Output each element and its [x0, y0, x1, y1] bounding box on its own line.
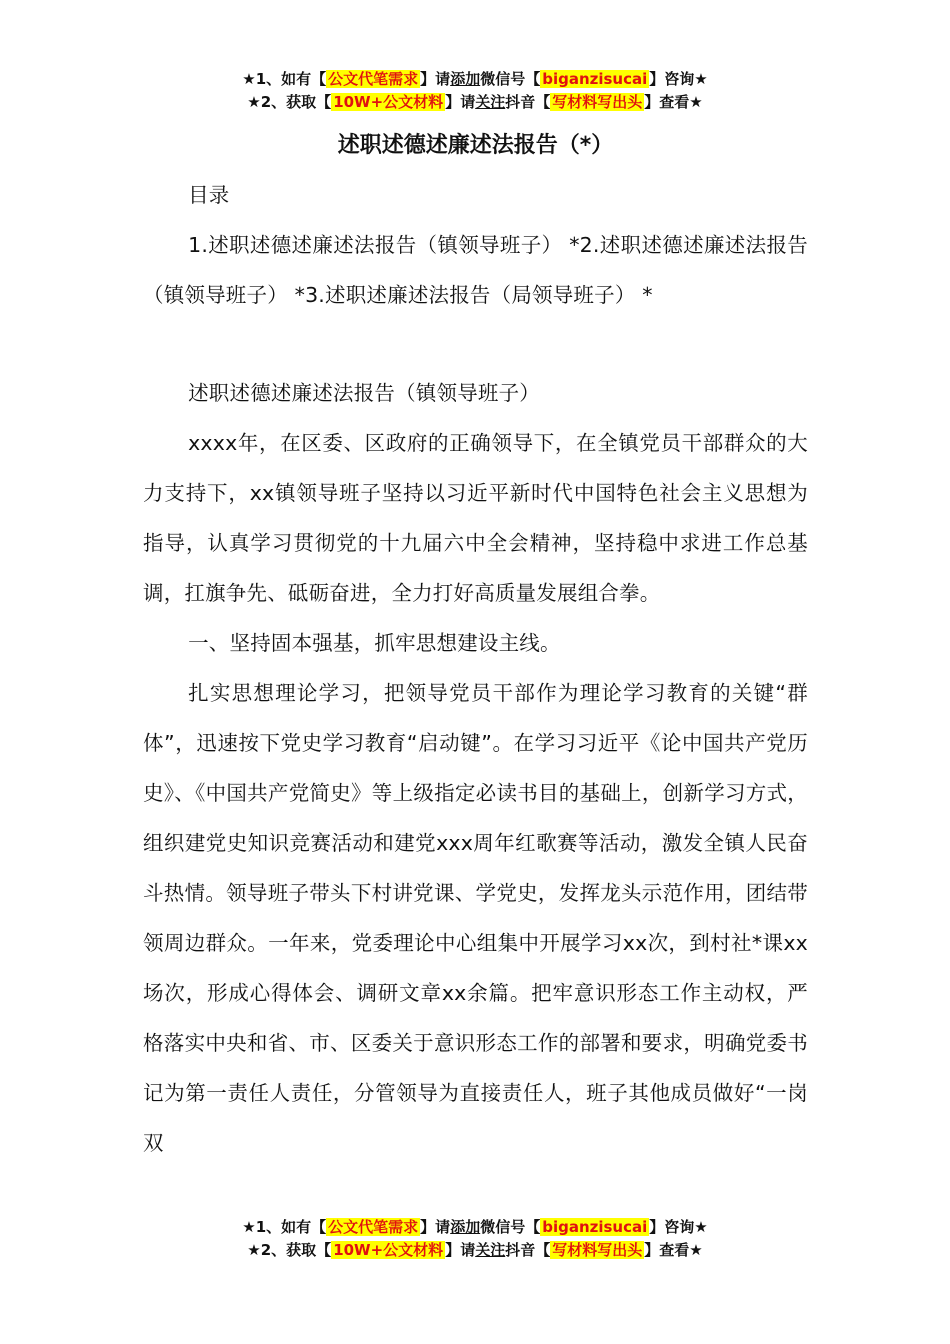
promo-banner-bottom — [0, 1216, 950, 1262]
paragraph-intro: xxxx年，在区委、区政府的正确领导下，在全镇党员干部群众的大力支持下，xx镇领导班子坚持以习近平新时代中国特色社会主义思想为指导，认真学习贯彻党的十九届六中全会精神，坚持稳中求进工作总基调，扛旗争先、砥砺奋进，全力打好高质量发展组合拳。 — [143, 431, 808, 605]
promo-text: ★1、如有【 — [242, 70, 327, 88]
document-title: 述职述德述廉述法报告（*） — [337, 133, 614, 158]
promo-text: 微信号【 — [480, 1218, 541, 1236]
douyin-id-highlight: 写材料写出头 — [552, 93, 643, 111]
promo-text: ★2、获取【 — [247, 93, 332, 111]
promo-text: 】查看★ — [644, 93, 703, 111]
promo-text: 微信号【 — [480, 70, 541, 88]
promo-underline: 关注 — [475, 1241, 506, 1259]
promo-highlight: 10W+公文材料 — [333, 1241, 444, 1259]
promo-banner-top — [0, 68, 950, 114]
promo-text: 】请 — [445, 1241, 476, 1259]
paragraph-study: 扎实思想理论学习，把领导党员干部作为理论学习教育的关键“群体”，迅速按下党史学习教育“启动键”。在学习习近平《论中国共产党历史》、《中国共产党简史》等上级指定必读书目的基础上，创新学习方式，组织建党史知识竞赛活动和建党xxx周年红歌赛等活动，激发全镇人民奋斗热情。领导班子带头下村讲党课、学党史，发挥龙头示范作用，团结带领周边群众。一年来，党委理论中心组集中开展学习xx次，到村社*课xx场次，形成心得体会、调研文章xx余篇。把牢意识形态工作主动权，严格落实中央和省、市、区委关于意识形态工作的部署和要求，明确党委书记为第一责任人责任，分管领导为直接责任人，班子其他成员做好“一岗双 — [143, 681, 808, 1155]
promo-highlight: 公文代笔需求 — [328, 1218, 419, 1236]
toc-heading: 目录 — [188, 183, 230, 207]
promo-underline: 添加 — [450, 70, 481, 88]
section-spacer — [143, 320, 808, 368]
douyin-id-highlight: 写材料写出头 — [552, 1241, 643, 1259]
promo-text: 】请 — [420, 1218, 451, 1236]
promo-text: 】查看★ — [644, 1241, 703, 1259]
wechat-id-highlight: biganzisucai — [542, 1218, 648, 1236]
promo-line-1 — [0, 68, 950, 91]
promo-text: 】咨询★ — [649, 1218, 708, 1236]
promo-highlight: 公文代笔需求 — [328, 70, 419, 88]
promo-line-2 — [0, 91, 950, 114]
promo-line-1 — [0, 1216, 950, 1239]
promo-underline: 关注 — [475, 93, 506, 111]
promo-underline: 添加 — [450, 1218, 481, 1236]
promo-text: ★1、如有【 — [242, 1218, 327, 1236]
promo-text: 】请 — [420, 70, 451, 88]
toc-body: 1.述职述德述廉述法报告（镇领导班子） *2.述职述德述廉述法报告（镇领导班子） *3.述职述廉述法报告（局领导班子） * — [143, 233, 808, 307]
wechat-id-highlight: biganzisucai — [542, 70, 648, 88]
promo-text: 】咨询★ — [649, 70, 708, 88]
heading-one: 一、坚持固本强基，抓牢思想建设主线。 — [188, 631, 561, 655]
section-title: 述职述德述廉述法报告（镇领导班子） — [188, 381, 540, 405]
promo-text: 抖音【 — [505, 93, 551, 111]
promo-text: 】请 — [445, 93, 476, 111]
promo-highlight: 10W+公文材料 — [333, 93, 444, 111]
document-body — [143, 128, 808, 1168]
promo-text: 抖音【 — [505, 1241, 551, 1259]
promo-line-2 — [0, 1239, 950, 1262]
promo-text: ★2、获取【 — [247, 1241, 332, 1259]
